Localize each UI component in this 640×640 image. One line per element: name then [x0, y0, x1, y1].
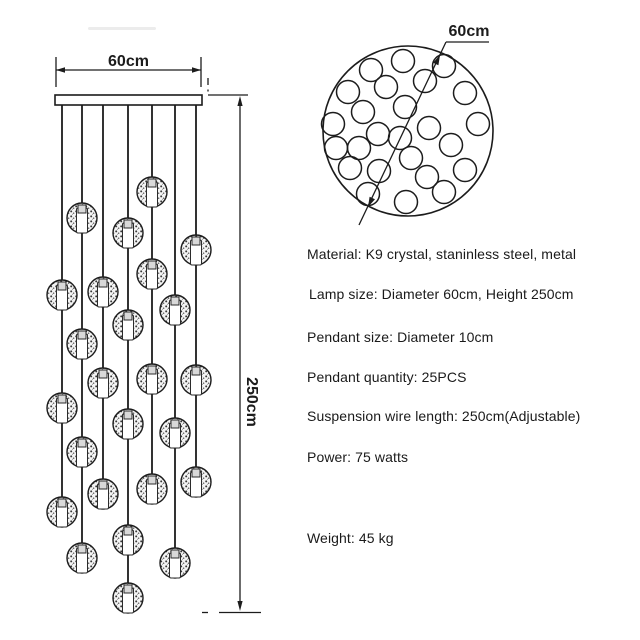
arrow-right-icon	[192, 67, 201, 72]
bulb-socket	[99, 481, 107, 489]
pendant-top-circle	[352, 101, 375, 124]
spec-power: Power: 75 watts	[307, 449, 409, 465]
bulb-socket	[124, 220, 132, 228]
bulb-socket	[124, 527, 132, 535]
spec-pendant-size: Pendant size: Diameter 10cm	[307, 329, 494, 345]
crystal-pendant-ball	[67, 329, 97, 359]
pendant-top-circle	[433, 181, 456, 204]
pendant-top-circle	[367, 123, 390, 146]
crystal-pendant-ball	[137, 474, 167, 504]
bulb-socket	[99, 279, 107, 287]
spec-wire-length: Suspension wire length: 250cm(Adjustable)	[307, 408, 581, 424]
arrow-down-icon	[237, 601, 242, 611]
pendant-top-circle	[322, 113, 345, 136]
crystal-pendant-ball	[113, 409, 143, 439]
spec-weight: Weight: 45 kg	[307, 530, 394, 546]
ceiling-plate	[55, 95, 202, 105]
bulb-socket	[171, 420, 179, 428]
pendant-top-circle	[414, 70, 437, 93]
height-dimension-label: 250cm	[242, 377, 260, 427]
crystal-pendant-ball	[137, 259, 167, 289]
bulb-socket	[124, 411, 132, 419]
crystal-pendant-ball	[47, 497, 77, 527]
pendant-top-circle	[454, 159, 477, 182]
crystal-pendant-ball	[160, 295, 190, 325]
pendant-top-circle	[357, 183, 380, 206]
pendant-top-circle	[433, 55, 456, 78]
crystal-pendant-ball	[181, 235, 211, 265]
arrow-up-icon	[237, 96, 242, 106]
crystal-pendant-ball	[113, 310, 143, 340]
bulb-socket	[99, 370, 107, 378]
crystal-pendant-ball	[181, 365, 211, 395]
crystal-pendant-ball	[137, 177, 167, 207]
bulb-socket	[148, 261, 156, 269]
crystal-pendant-ball	[160, 418, 190, 448]
pendant-top-circle	[337, 81, 360, 104]
crystal-pendant-ball	[88, 368, 118, 398]
bulb-socket	[58, 499, 66, 507]
pendant-top-circle	[440, 134, 463, 157]
pendant-top-circle	[325, 137, 348, 160]
pendant-top-circle	[418, 117, 441, 140]
pendant-top-circle	[400, 147, 423, 170]
crystal-pendant-ball	[67, 543, 97, 573]
bulb-socket	[192, 367, 200, 375]
pendant-top-circle	[392, 50, 415, 73]
spec-material: Material: K9 crystal, staninless steel, metal	[307, 246, 577, 262]
pendant-top-circle	[375, 76, 398, 99]
diameter-dimension-label: 60cm	[448, 23, 490, 40]
crystal-pendant-ball	[113, 525, 143, 555]
bulb-socket	[78, 439, 86, 447]
bulb-socket	[124, 312, 132, 320]
bulb-socket	[78, 545, 86, 553]
width-dimension-label: 60cm	[108, 53, 149, 70]
bulb-socket	[58, 395, 66, 403]
bulb-socket	[171, 297, 179, 305]
arrow-left-icon	[56, 67, 65, 72]
bulb-socket	[78, 205, 86, 213]
crystal-pendant-ball	[88, 479, 118, 509]
crystal-pendant-ball	[47, 280, 77, 310]
spec-pendant-quantity: Pendant quantity: 25PCS	[307, 369, 467, 385]
bulb-socket	[148, 476, 156, 484]
crystal-pendant-ball	[160, 548, 190, 578]
pendant-top-circle	[368, 160, 391, 183]
pendant-top-circle	[339, 157, 362, 180]
bulb-socket	[148, 366, 156, 374]
pendant-top-circle	[454, 82, 477, 105]
bulb-socket	[148, 179, 156, 187]
pendant-top-circle	[467, 113, 490, 136]
crystal-pendant-ball	[67, 437, 97, 467]
crystal-pendant-ball	[47, 393, 77, 423]
crystal-pendant-ball	[181, 467, 211, 497]
crystal-pendant-ball	[67, 203, 97, 233]
bulb-socket	[192, 469, 200, 477]
bulb-socket	[124, 585, 132, 593]
crystal-pendant-ball	[113, 583, 143, 613]
height-dimension	[202, 78, 261, 613]
bulb-socket	[171, 550, 179, 558]
bulb-socket	[58, 282, 66, 290]
pendant-top-circle	[395, 191, 418, 214]
bulb-socket	[192, 237, 200, 245]
crystal-pendant-ball	[113, 218, 143, 248]
spec-lamp-size: Lamp size: Diameter 60cm, Height 250cm	[309, 286, 574, 302]
bulb-socket	[78, 331, 86, 339]
crystal-pendant-ball	[137, 364, 167, 394]
pendant-top-circle	[394, 96, 417, 119]
crystal-pendant-ball	[88, 277, 118, 307]
